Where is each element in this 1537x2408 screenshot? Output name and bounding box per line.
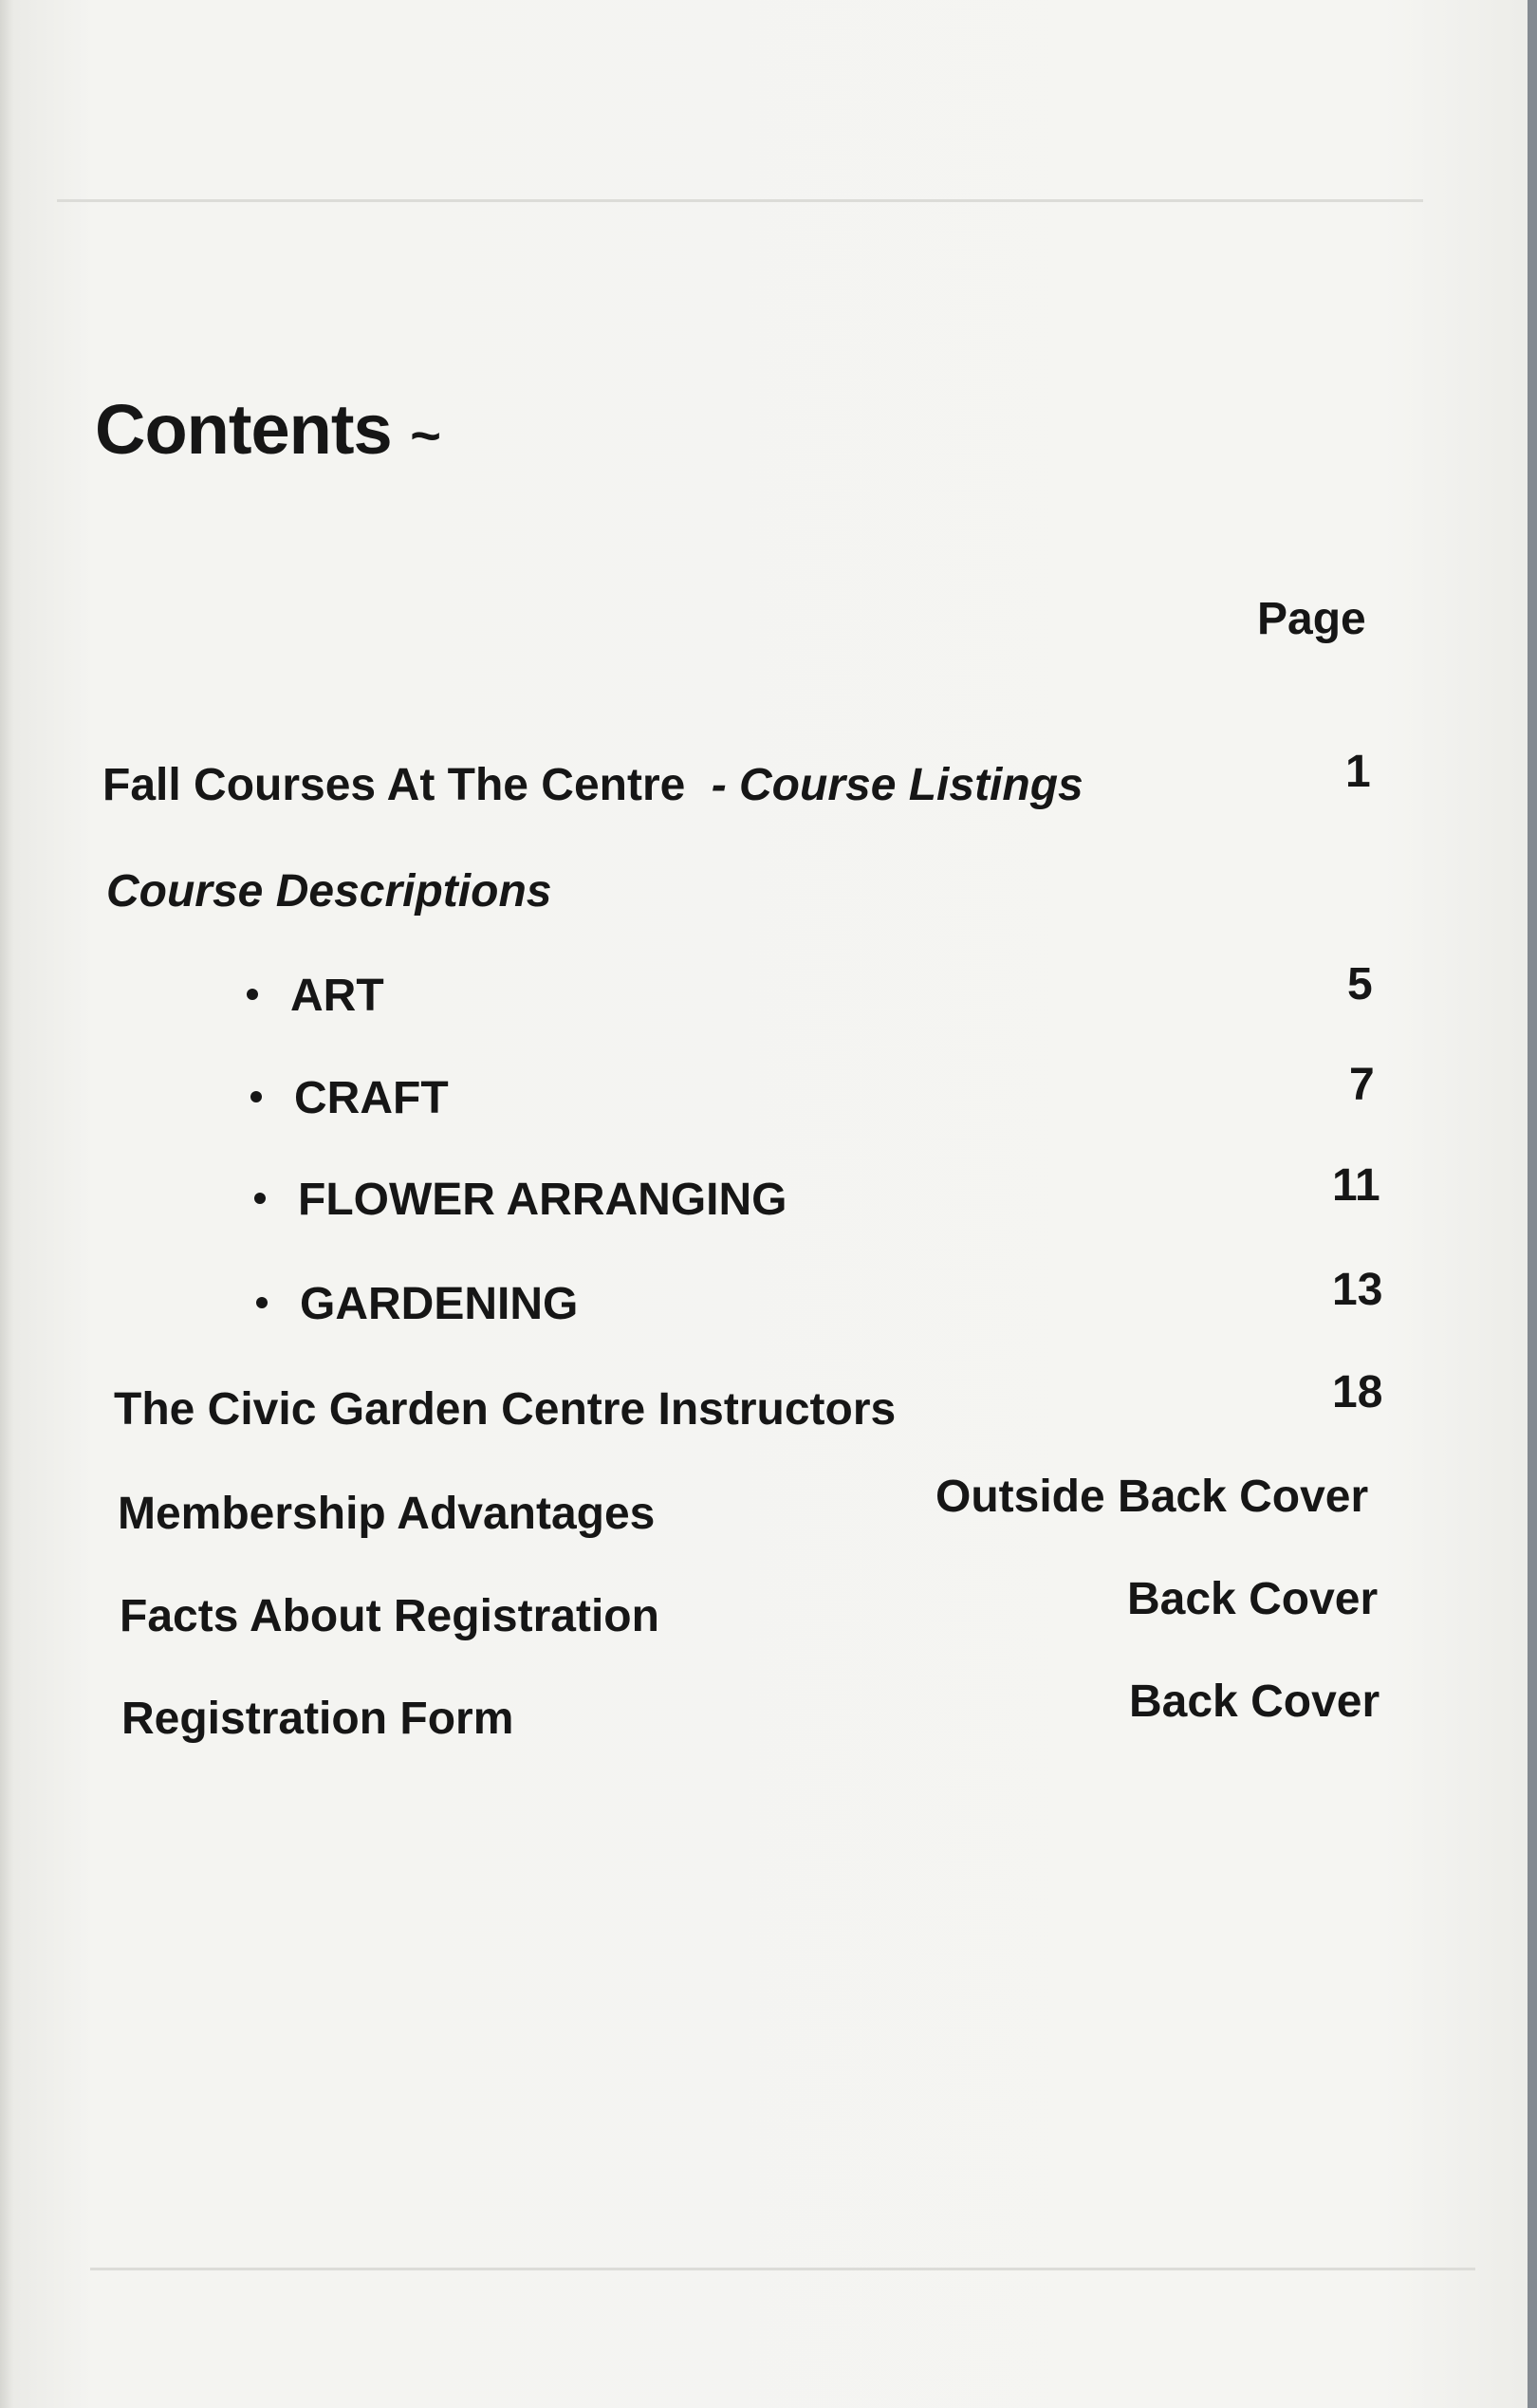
toc-entry-registration-form: Registration Form [121, 1694, 514, 1744]
toc-label: Fall Courses At The Centre [102, 760, 686, 810]
toc-sublabel: - Course Listings [711, 760, 1083, 810]
contents-title-text: Contents [95, 390, 392, 469]
toc-page-membership: Outside Back Cover [935, 1472, 1369, 1522]
bullet-icon [250, 1091, 262, 1102]
page-left-edge [0, 0, 13, 2408]
bleed-through-rule-bottom [90, 2268, 1475, 2270]
toc-entry-course-descriptions: Course Descriptions [106, 866, 552, 917]
toc-entry-instructors: The Civic Garden Centre Instructors [114, 1384, 897, 1435]
toc-page-gardening: 13 [1332, 1265, 1383, 1315]
contents-heading [95, 389, 440, 470]
toc-page-registration-form: Back Cover [1129, 1676, 1380, 1727]
toc-page-flower-arranging: 11 [1332, 1160, 1380, 1211]
bullet-icon [254, 1193, 266, 1204]
contents-title-tilde: ~ [410, 405, 440, 465]
toc-entry-craft [250, 1072, 449, 1124]
toc-label: FLOWER ARRANGING [298, 1175, 787, 1225]
toc-entry-art [247, 970, 384, 1022]
toc-page-instructors: 18 [1332, 1367, 1383, 1417]
page-column-heading: Page [1257, 594, 1366, 644]
bullet-icon [247, 989, 258, 1000]
toc-page-fall-courses: 1 [1345, 747, 1371, 797]
toc-entry-facts-registration: Facts About Registration [120, 1591, 659, 1641]
toc-entry-membership: Membership Advantages [118, 1489, 656, 1539]
toc-entry-gardening [256, 1278, 578, 1330]
toc-label: CRAFT [294, 1073, 449, 1123]
toc-page-craft: 7 [1349, 1060, 1375, 1110]
bleed-through-rule-top [57, 199, 1423, 202]
toc-page-art: 5 [1347, 959, 1373, 1010]
toc-label: ART [290, 971, 384, 1021]
toc-entry-fall-courses [102, 759, 1083, 811]
toc-label: GARDENING [300, 1279, 579, 1329]
toc-page-facts-registration: Back Cover [1127, 1574, 1379, 1624]
toc-entry-flower-arranging [254, 1174, 787, 1226]
page-right-edge [1528, 0, 1537, 2408]
bullet-icon [256, 1297, 268, 1308]
